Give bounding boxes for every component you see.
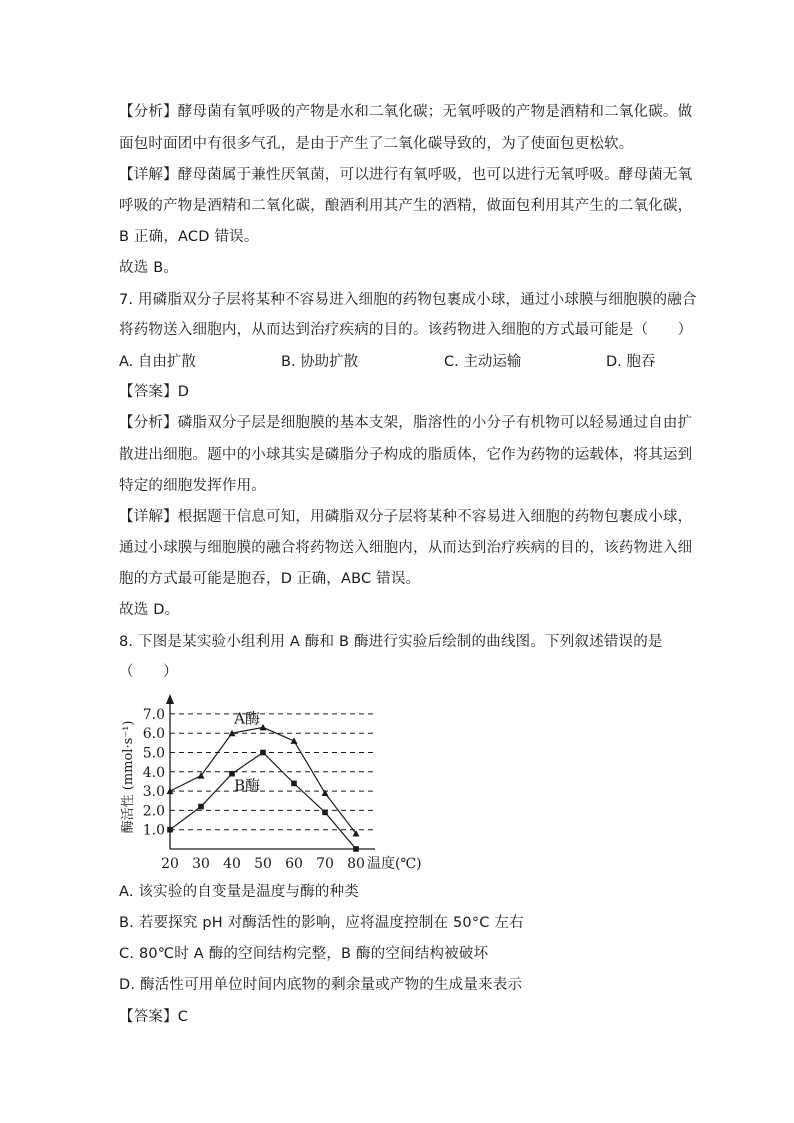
analysis-6-line-2: 面包时面团中有很多气孔，是由于产生了二氧化碳导致的，为了使面包更松软。 [119,136,634,152]
point-b-30 [198,804,204,810]
x-tick-label-50: 50 [254,856,272,872]
analysis-7-line-1: 【分析】磷脂双分子层是细胞膜的基本支架，脂溶性的小分子有机物可以轻易通过自由扩 [119,415,693,431]
answer-8: 【答案】C [119,1009,189,1025]
detail-7-line-3: 胞的方式最可能是胞吞，D 正确，ABC 错误。 [119,571,421,587]
question-8-line-1: 8. 下图是某实验小组利用 A 酶和 B 酶进行实验后绘制的曲线图。下列叙述错误的是 [119,634,663,650]
q8-option-b: B. 若要探究 pH 对酶活性的影响，应将温度控制在 50°C 左右 [119,915,524,931]
x-tick-label-80: 80 [347,856,365,872]
detail-6-line-2: 呼吸的产物是酒精和二氧化碳，酿酒利用其产生的酒精，做面包利用其产生的二氧化碳， [119,198,693,214]
series-line-a [170,727,356,833]
y-axis-label: 酶活性 (mmol·s⁻¹) [121,720,136,834]
detail-6-line-1: 【详解】酵母菌属于兼性厌氧菌，可以进行有氧呼吸，也可以进行无氧呼吸。酵母菌无氧 [119,167,693,183]
point-a-70 [322,790,329,797]
point-b-20 [167,827,173,833]
question-7-line-1: 7. 用磷脂双分子层将某种不容易进入细胞的药物包裹成小球，通过小球膜与细胞膜的融合 [119,292,697,308]
x-tick-label-70: 70 [316,856,334,872]
analysis-7-line-2: 散进出细胞。题中的小球其实是磷脂分子构成的脂质体，它作为药物的运载体，将其运到 [119,447,693,463]
point-a-60 [291,737,298,744]
point-b-70 [322,810,328,816]
question-8-line-2: （ ） [119,664,178,680]
q7-option-d: D. 胞吞 [606,354,656,370]
detail-7-line-1: 【详解】根据题干信息可知，用磷脂双分子层将某种不容易进入细胞的药物包裹成小球， [119,509,693,525]
y-tick-label-4: 4.0 [142,764,165,781]
x-tick-label-60: 60 [285,856,303,872]
detail-6-line-3: B 正确，ACD 错误。 [119,229,259,245]
detail-7-line-2: 通过小球膜与细胞膜的融合将药物送入细胞内，从而达到治疗疾病的目的，该药物进入细 [119,540,693,556]
q7-option-b: B. 协助扩散 [281,354,359,370]
enzyme-activity-chart [119,690,439,876]
q7-option-a: A. 自由扩散 [119,354,196,370]
question-7-line-2: 将药物送入细胞内，从而达到治疗疾病的目的。该药物进入细胞的方式最可能是（ ） [119,322,693,338]
point-a-50 [260,724,267,731]
y-tick-label-2: 2.0 [142,803,165,820]
choice-7: 故选 D。 [119,602,180,618]
y-tick-label-1: 1.0 [142,822,165,839]
q8-option-c: C. 80℃时 A 酶的空间结构完整，B 酶的空间结构被破坏 [119,946,489,962]
y-tick-label-3: 3.0 [142,784,165,801]
y-tick-label-6: 6.0 [142,726,165,743]
q8-option-a: A. 该实验的自变量是温度与酶的种类 [119,884,359,900]
y-tick-label-5: 5.0 [142,745,165,762]
series-line-b [170,753,356,850]
q8-option-d: D. 酶活性可用单位时间内底物的剩余量或产物的生成量来表示 [119,977,523,993]
point-b-60 [291,781,297,787]
y-axis-arrow [166,694,174,704]
x-axis-label: 温度(℃) [367,856,422,872]
analysis-6-line-1: 【分析】酵母菌有氧呼吸的产物是水和二氧化碳；无氧呼吸的产物是酒精和二氧化碳。做 [119,104,693,120]
point-b-50 [260,750,266,756]
answer-7: 【答案】D [119,384,190,400]
q7-option-c: C. 主动运输 [444,354,522,370]
x-tick-label-20: 20 [161,856,179,872]
series-label-b: B酶 [234,776,261,795]
analysis-7-line-3: 特定的细胞发挥作用。 [119,478,266,494]
choice-6: 故选 B。 [119,260,179,276]
point-b-80 [353,846,359,852]
x-tick-label-30: 30 [192,856,210,872]
series-label-a: A酶 [234,709,261,728]
y-tick-label-7: 7.0 [142,706,165,723]
x-tick-label-40: 40 [223,856,241,872]
